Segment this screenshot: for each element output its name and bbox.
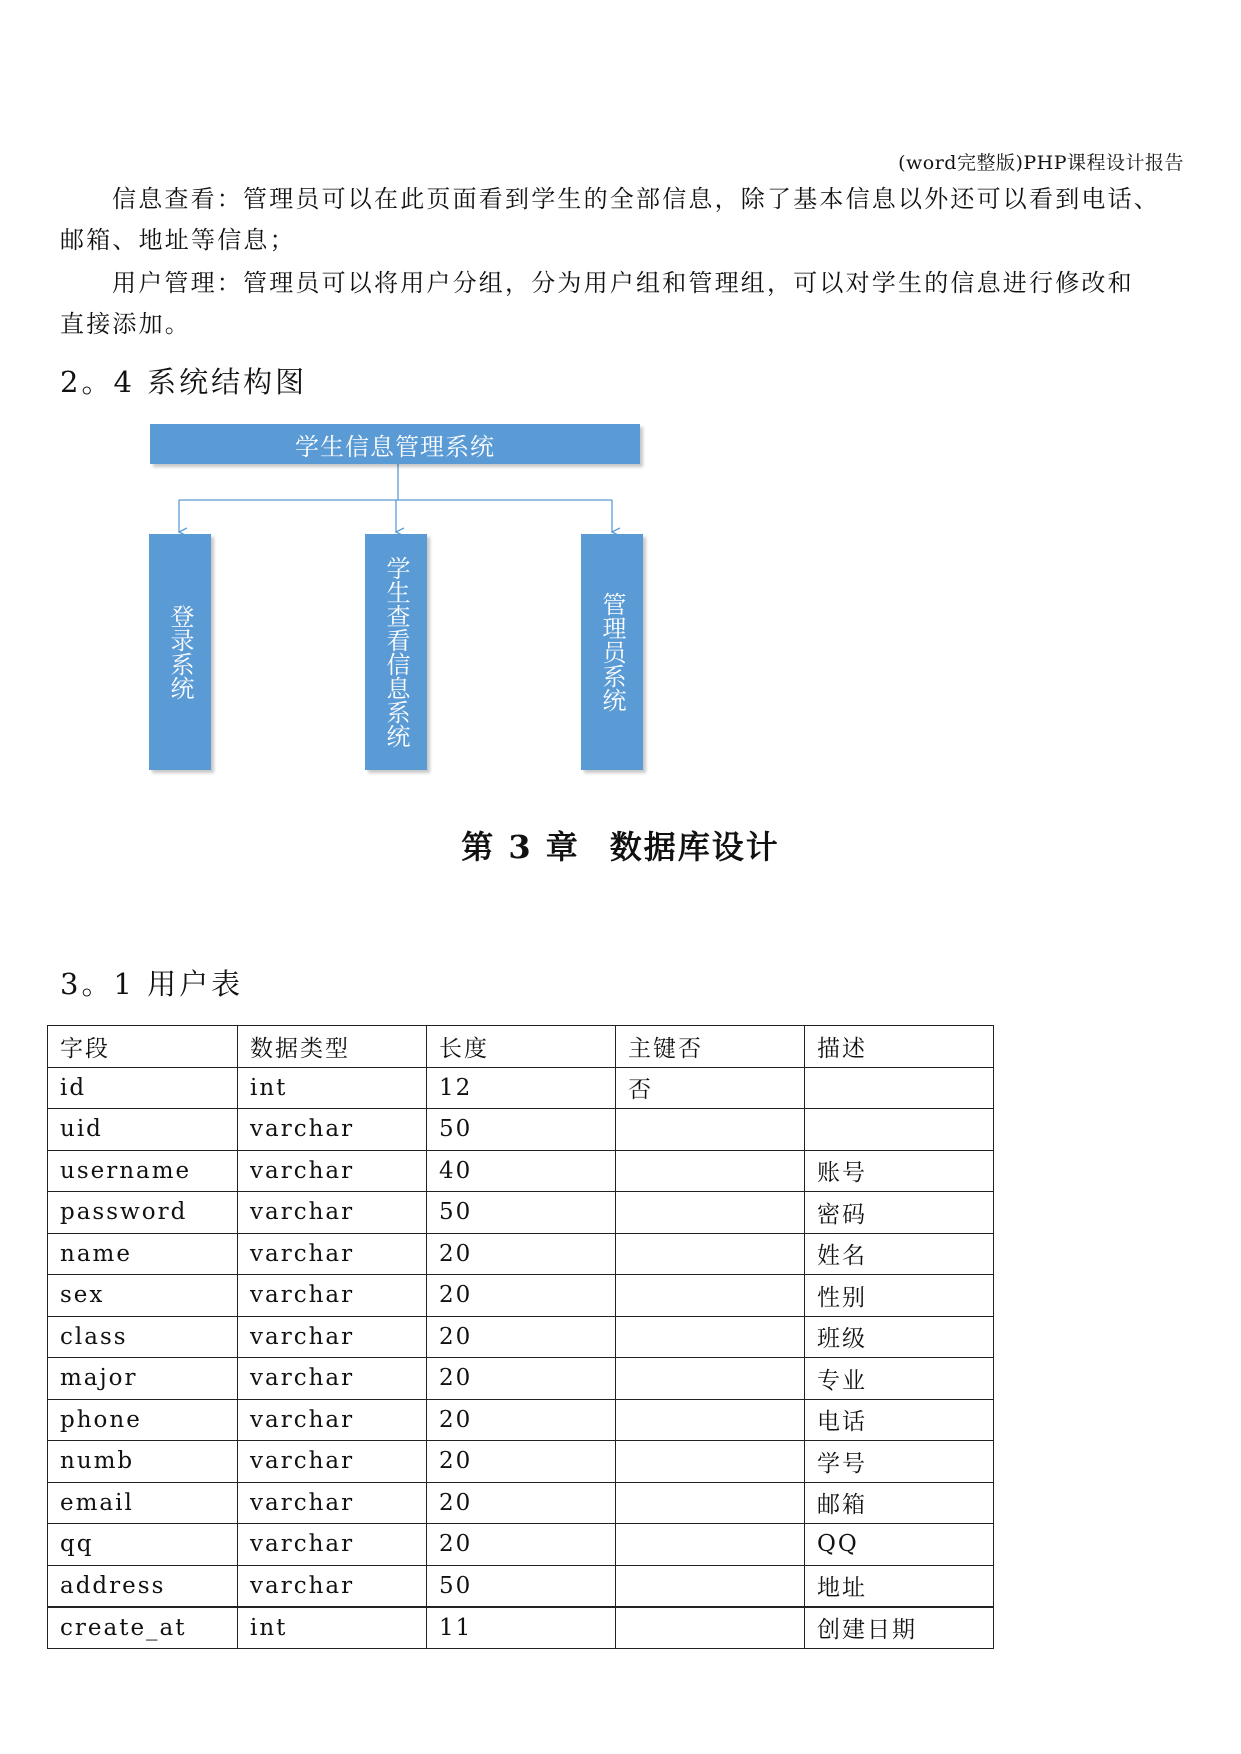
- table-row: [48, 1192, 994, 1234]
- table-cell: varchar: [238, 1316, 427, 1358]
- table-cell: numb: [48, 1441, 238, 1483]
- table-cell: varchar: [238, 1150, 427, 1192]
- paragraph-info-view: [60, 179, 1182, 261]
- page-header: (word完整版)PHP课程设计报告: [898, 152, 1184, 174]
- table-cell: varchar: [238, 1565, 427, 1607]
- paragraph-line: 邮箱、地址等信息；: [60, 226, 296, 254]
- diagram-root-box: 学生信息管理系统: [150, 424, 640, 464]
- diagram-box-label: 管理员系统: [598, 592, 626, 712]
- column-header: 主键否: [616, 1026, 805, 1068]
- table-cell: [616, 1150, 805, 1192]
- table-cell: id: [48, 1067, 238, 1109]
- table-cell: 20: [427, 1358, 616, 1400]
- table-cell: [616, 1358, 805, 1400]
- table-cell: varchar: [238, 1192, 427, 1234]
- diagram-box-student-view: [365, 534, 427, 770]
- table-cell: [616, 1441, 805, 1483]
- chapter-number: 第 3 章: [461, 828, 580, 866]
- table-row: [48, 1565, 994, 1607]
- table-cell: 否: [616, 1067, 805, 1109]
- table-cell: [616, 1275, 805, 1317]
- table-cell: varchar: [238, 1358, 427, 1400]
- table-cell: phone: [48, 1399, 238, 1441]
- chapter-name: 数据库设计: [609, 828, 780, 866]
- table-cell: 20: [427, 1524, 616, 1566]
- table-cell: uid: [48, 1109, 238, 1151]
- column-header: 描述: [805, 1026, 994, 1068]
- table-cell: varchar: [238, 1441, 427, 1483]
- table-cell: 电话: [805, 1399, 994, 1441]
- table-cell: 50: [427, 1109, 616, 1151]
- table-cell: varchar: [238, 1275, 427, 1317]
- table-row: [48, 1441, 994, 1483]
- table-cell: 40: [427, 1150, 616, 1192]
- table-row: [48, 1275, 994, 1317]
- table-cell: 班级: [805, 1316, 994, 1358]
- paragraph-user-management: [60, 263, 1182, 345]
- table-row: [48, 1482, 994, 1524]
- table-cell: create_at: [48, 1607, 238, 1649]
- table-cell: 20: [427, 1482, 616, 1524]
- table-row: [48, 1109, 994, 1151]
- table-cell: [616, 1524, 805, 1566]
- table-cell: [805, 1067, 994, 1109]
- table-cell: 20: [427, 1233, 616, 1275]
- table-cell: [616, 1399, 805, 1441]
- column-header: 字段: [48, 1026, 238, 1068]
- table-cell: 邮箱: [805, 1482, 994, 1524]
- table-cell: 20: [427, 1441, 616, 1483]
- table-cell: major: [48, 1358, 238, 1400]
- table-cell: password: [48, 1192, 238, 1234]
- system-structure-diagram: [148, 424, 648, 776]
- table-cell: [616, 1233, 805, 1275]
- table-cell: 密码: [805, 1192, 994, 1234]
- table-row: [48, 1607, 994, 1649]
- table-cell: 学号: [805, 1441, 994, 1483]
- table-row: [48, 1358, 994, 1400]
- table-row: [48, 1316, 994, 1358]
- table-cell: 11: [427, 1607, 616, 1649]
- table-cell: [616, 1565, 805, 1607]
- table-cell: varchar: [238, 1109, 427, 1151]
- chapter-title: [0, 822, 1241, 868]
- table-row: [48, 1233, 994, 1275]
- table-cell: 姓名: [805, 1233, 994, 1275]
- column-header: 数据类型: [238, 1026, 427, 1068]
- table-cell: [616, 1192, 805, 1234]
- table-header-row: [48, 1026, 994, 1068]
- table-cell: [616, 1482, 805, 1524]
- table-cell: qq: [48, 1524, 238, 1566]
- section-title-user-table: 3。1 用户表: [60, 967, 244, 1001]
- paragraph-line: 信息查看：管理员可以在此页面看到学生的全部信息，除了基本信息以外还可以看到电话、: [112, 185, 1160, 213]
- table-cell: 创建日期: [805, 1607, 994, 1649]
- table-cell: [616, 1109, 805, 1151]
- diagram-box-login: [149, 534, 211, 770]
- table-cell: QQ: [805, 1524, 994, 1566]
- table-cell: varchar: [238, 1524, 427, 1566]
- table-cell: 20: [427, 1316, 616, 1358]
- paragraph-line: 用户管理：管理员可以将用户分组，分为用户组和管理组，可以对学生的信息进行修改和: [112, 269, 1134, 297]
- table-row: [48, 1067, 994, 1109]
- table-cell: [616, 1607, 805, 1649]
- table-row: [48, 1399, 994, 1441]
- table-cell: sex: [48, 1275, 238, 1317]
- table-cell: name: [48, 1233, 238, 1275]
- table-cell: varchar: [238, 1233, 427, 1275]
- table-cell: 20: [427, 1275, 616, 1317]
- table-cell: 性别: [805, 1275, 994, 1317]
- table-cell: username: [48, 1150, 238, 1192]
- paragraph-line: 直接添加。: [60, 310, 191, 338]
- table-cell: 50: [427, 1565, 616, 1607]
- table-cell: int: [238, 1607, 427, 1649]
- table-cell: varchar: [238, 1482, 427, 1524]
- diagram-box-label: 登录系统: [166, 604, 194, 700]
- table-cell: 50: [427, 1192, 616, 1234]
- diagram-box-label: 学生查看信息系统: [382, 556, 410, 748]
- table-row: [48, 1150, 994, 1192]
- table-cell: 20: [427, 1399, 616, 1441]
- table-cell: 账号: [805, 1150, 994, 1192]
- table-row: [48, 1524, 994, 1566]
- table-cell: email: [48, 1482, 238, 1524]
- table-cell: [616, 1316, 805, 1358]
- table-cell: int: [238, 1067, 427, 1109]
- table-cell: 专业: [805, 1358, 994, 1400]
- table-cell: [805, 1109, 994, 1151]
- table-cell: address: [48, 1565, 238, 1607]
- section-title-structure: 2。4 系统结构图: [60, 365, 308, 399]
- table-cell: class: [48, 1316, 238, 1358]
- table-cell: 地址: [805, 1565, 994, 1607]
- user-table: [47, 1025, 994, 1649]
- diagram-box-admin: [581, 534, 643, 770]
- table-cell: varchar: [238, 1399, 427, 1441]
- column-header: 长度: [427, 1026, 616, 1068]
- table-cell: 12: [427, 1067, 616, 1109]
